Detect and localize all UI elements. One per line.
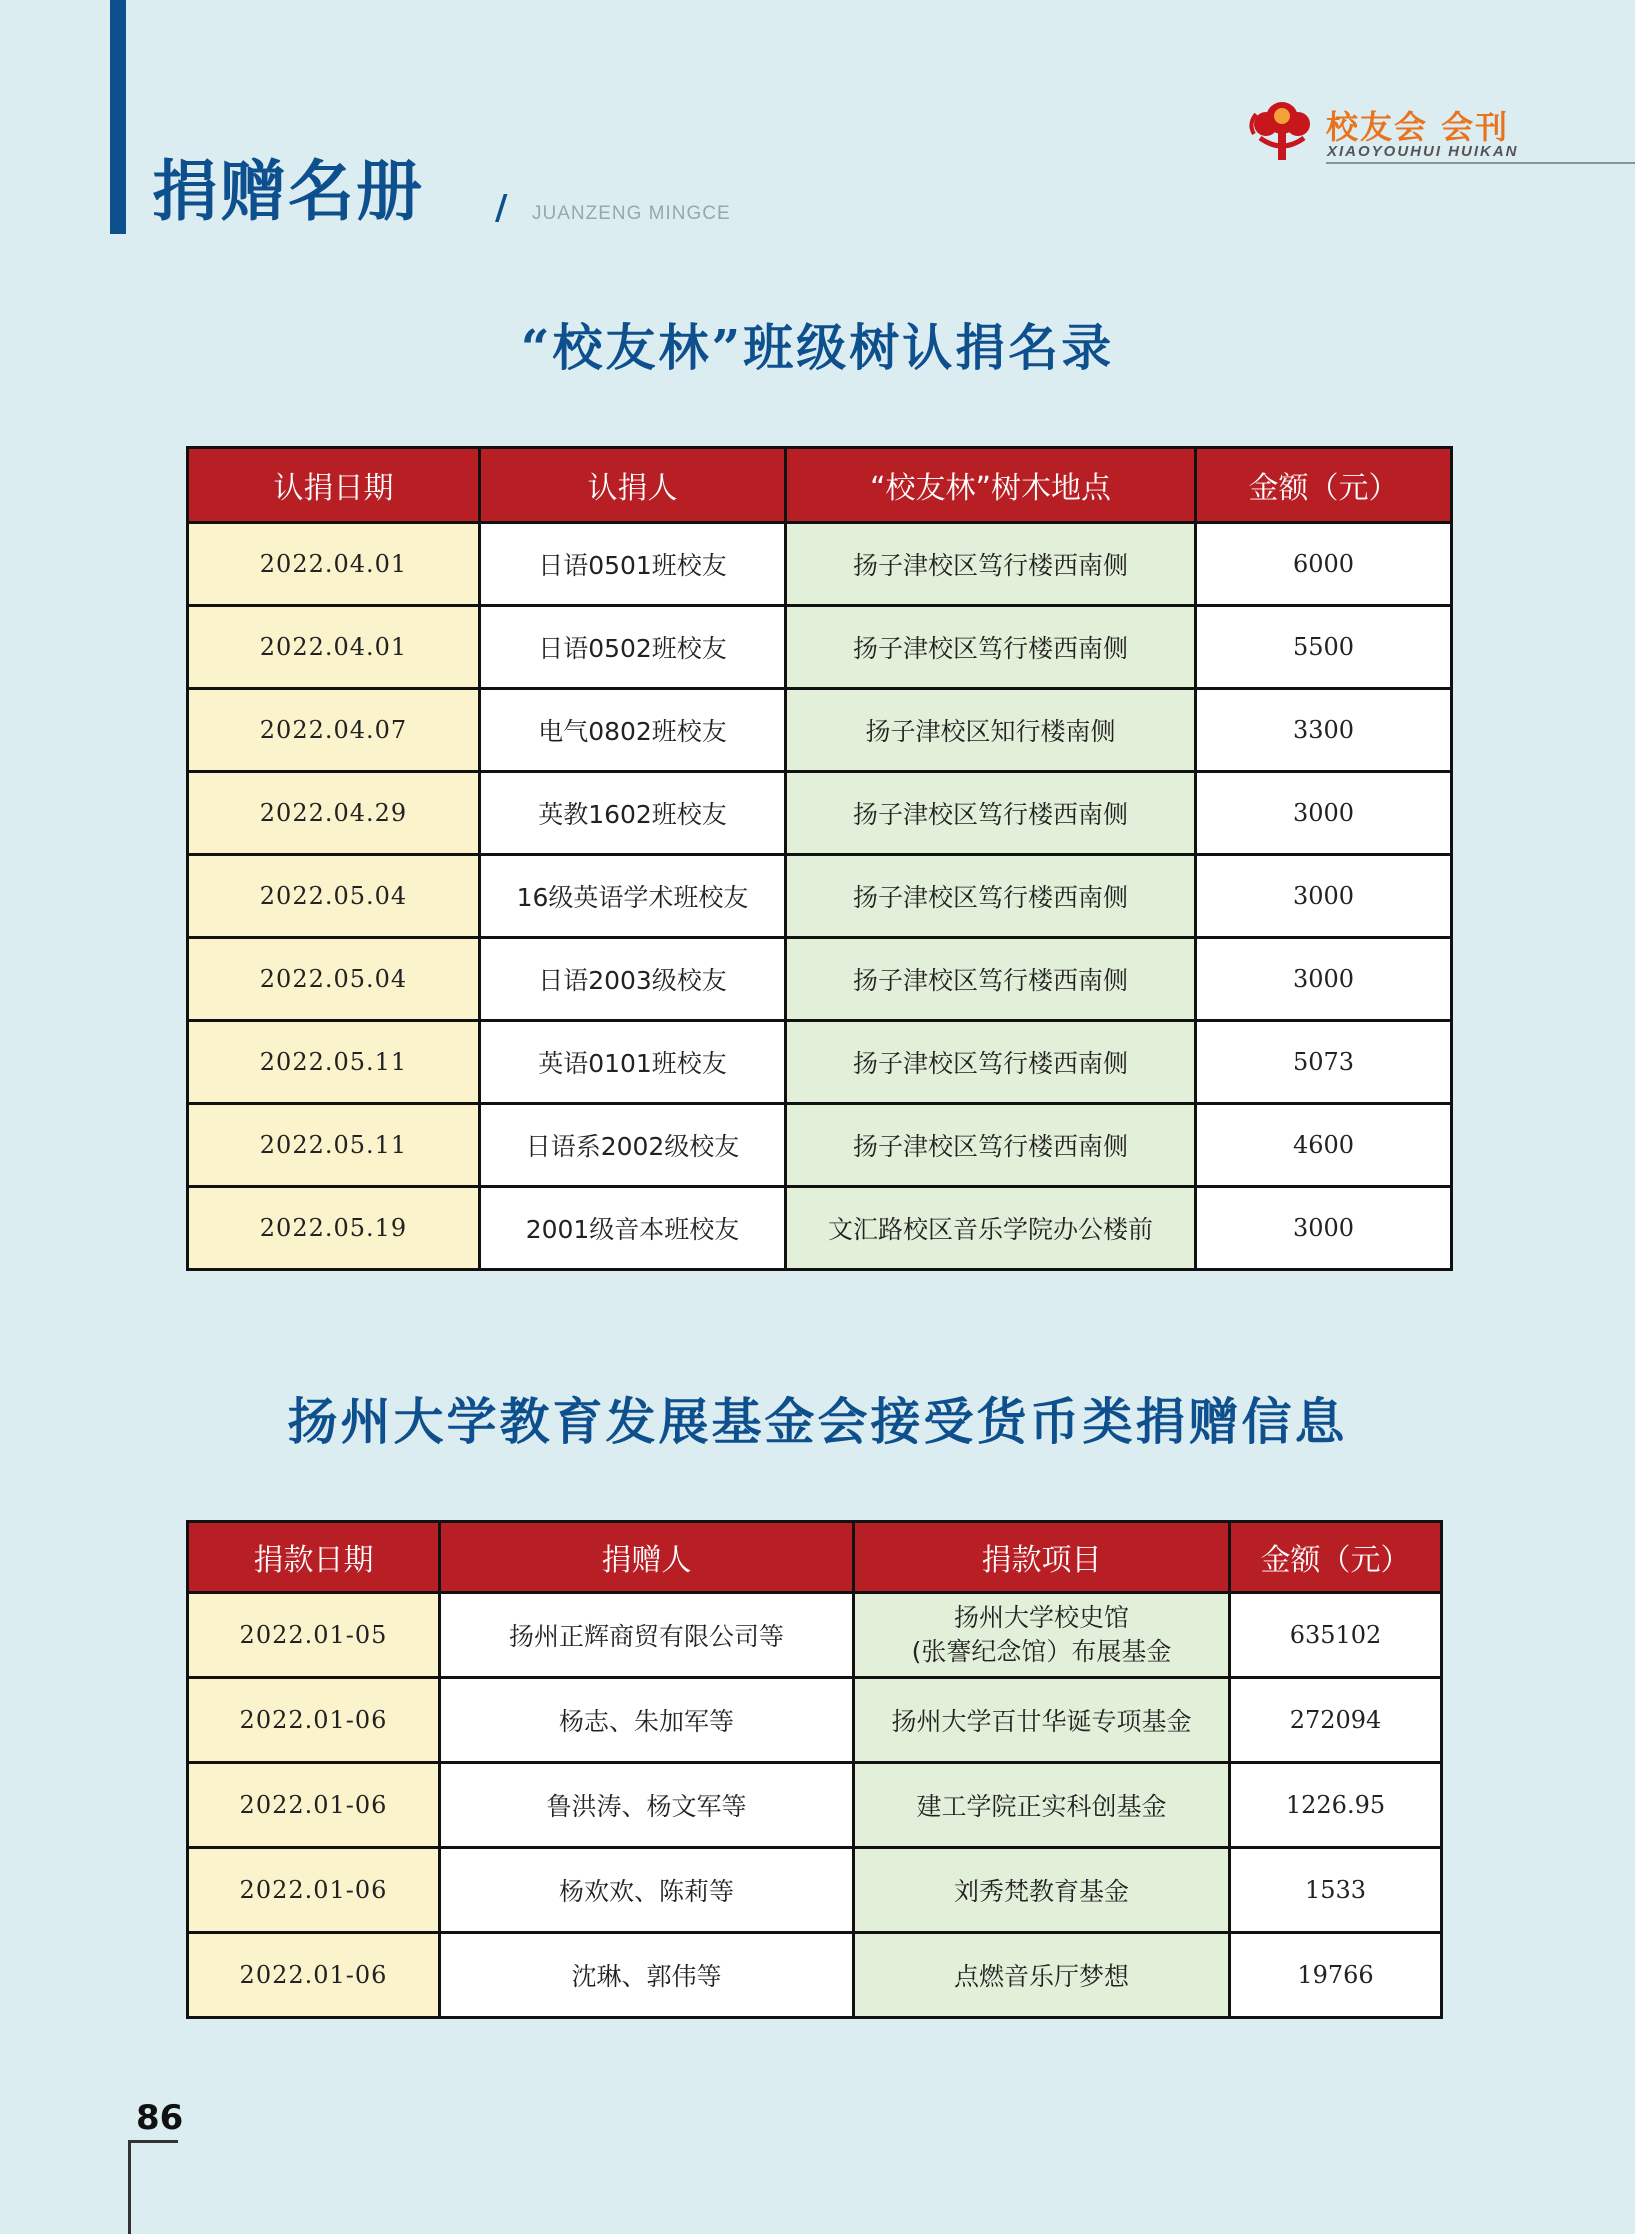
cell-donor: 扬州正辉商贸有限公司等 <box>440 1593 854 1678</box>
footer-corner-line <box>128 2140 131 2234</box>
cell-amount: 1533 <box>1230 1848 1442 1933</box>
project-line-2: (张謇纪念馆）布展基金 <box>911 1637 1172 1666</box>
cell-donor: 日语2003级校友 <box>480 938 786 1021</box>
cell-amount: 4600 <box>1196 1104 1452 1187</box>
table-row <box>188 1593 1442 1678</box>
cell-donor: 杨欢欢、陈莉等 <box>440 1848 854 1933</box>
table-row <box>188 855 1452 938</box>
table-row <box>188 606 1452 689</box>
cell-project <box>854 1593 1230 1678</box>
section-subtitle: JUANZENG MINGCE <box>532 203 731 224</box>
section-title: 捐赠名册 <box>152 153 424 230</box>
table-row <box>188 1187 1452 1270</box>
table1-title: “校友林”班级树认捐名录 <box>520 318 1115 377</box>
cell-amount: 272094 <box>1230 1678 1442 1763</box>
brand-name: 校友会 会刊 <box>1326 108 1510 146</box>
cell-date: 2022.05.04 <box>188 938 480 1021</box>
cell-amount: 6000 <box>1196 523 1452 606</box>
cell-date: 2022.01-06 <box>188 1933 440 2018</box>
cell-project: 刘秀梵教育基金 <box>854 1848 1230 1933</box>
cell-date: 2022.04.01 <box>188 606 480 689</box>
header-donor: 认捐人 <box>480 448 786 523</box>
cell-date: 2022.01-06 <box>188 1763 440 1848</box>
cell-place: 扬子津校区笃行楼西南侧 <box>786 938 1196 1021</box>
cell-amount: 1226.95 <box>1230 1763 1442 1848</box>
table-row <box>188 1848 1442 1933</box>
cell-place: 扬子津校区笃行楼西南侧 <box>786 1021 1196 1104</box>
header-date: 认捐日期 <box>188 448 480 523</box>
table-row <box>188 1104 1452 1187</box>
cell-amount: 3300 <box>1196 689 1452 772</box>
brand-underline <box>1326 162 1635 164</box>
cell-date: 2022.01-05 <box>188 1593 440 1678</box>
header-project: 捐款项目 <box>854 1522 1230 1593</box>
header-amount: 金额（元） <box>1196 448 1452 523</box>
table-row <box>188 1763 1442 1848</box>
cell-project: 点燃音乐厅梦想 <box>854 1933 1230 2018</box>
cell-place: 扬子津校区笃行楼西南侧 <box>786 1104 1196 1187</box>
cell-donor: 日语系2002级校友 <box>480 1104 786 1187</box>
cell-donor: 英语0101班校友 <box>480 1021 786 1104</box>
header-date: 捐款日期 <box>188 1522 440 1593</box>
table-header-row <box>188 1522 1442 1593</box>
cell-donor: 沈琳、郭伟等 <box>440 1933 854 2018</box>
cell-date: 2022.05.11 <box>188 1104 480 1187</box>
tree-donation-table <box>186 446 1453 1271</box>
cell-place: 扬子津校区笃行楼西南侧 <box>786 772 1196 855</box>
footer-corner-line <box>128 2140 178 2143</box>
title-slash: / <box>495 188 508 228</box>
brand-subtitle: XIAOYOUHUI HUIKAN <box>1327 143 1519 160</box>
cell-donor: 英教1602班校友 <box>480 772 786 855</box>
cell-donor: 杨志、朱加军等 <box>440 1678 854 1763</box>
cell-date: 2022.05.04 <box>188 855 480 938</box>
header-amount: 金额（元） <box>1230 1522 1442 1593</box>
page-number: 86 <box>136 2098 184 2138</box>
table-row <box>188 772 1452 855</box>
cell-amount: 5500 <box>1196 606 1452 689</box>
table-row <box>188 1933 1442 2018</box>
cell-place: 扬子津校区笃行楼西南侧 <box>786 523 1196 606</box>
table-header-row <box>188 448 1452 523</box>
cell-date: 2022.05.11 <box>188 1021 480 1104</box>
cell-place: 扬子津校区笃行楼西南侧 <box>786 606 1196 689</box>
header-donor: 捐赠人 <box>440 1522 854 1593</box>
cell-donor: 16级英语学术班校友 <box>480 855 786 938</box>
cell-amount: 5073 <box>1196 1021 1452 1104</box>
tree-emblem-icon <box>1244 94 1320 164</box>
cell-donor: 日语0502班校友 <box>480 606 786 689</box>
cell-donor: 日语0501班校友 <box>480 523 786 606</box>
cell-place: 文汇路校区音乐学院办公楼前 <box>786 1187 1196 1270</box>
cell-donor: 2001级音本班校友 <box>480 1187 786 1270</box>
cell-donor: 鲁洪涛、杨文军等 <box>440 1763 854 1848</box>
table2-title: 扬州大学教育发展基金会接受货币类捐赠信息 <box>287 1392 1348 1451</box>
cell-place: 扬子津校区笃行楼西南侧 <box>786 855 1196 938</box>
table-row <box>188 1021 1452 1104</box>
cell-date: 2022.01-06 <box>188 1848 440 1933</box>
cell-amount: 3000 <box>1196 1187 1452 1270</box>
cell-date: 2022.04.07 <box>188 689 480 772</box>
cell-date: 2022.01-06 <box>188 1678 440 1763</box>
cell-amount: 3000 <box>1196 772 1452 855</box>
cell-date: 2022.04.29 <box>188 772 480 855</box>
left-accent-bar <box>110 0 126 234</box>
table-row <box>188 523 1452 606</box>
cell-donor: 电气0802班校友 <box>480 689 786 772</box>
cell-amount: 3000 <box>1196 855 1452 938</box>
cell-amount: 635102 <box>1230 1593 1442 1678</box>
cell-date: 2022.04.01 <box>188 523 480 606</box>
table-row <box>188 938 1452 1021</box>
table-row <box>188 689 1452 772</box>
header-place: “校友林”树木地点 <box>786 448 1196 523</box>
foundation-donation-table <box>186 1520 1443 2019</box>
cell-project: 扬州大学百廿华诞专项基金 <box>854 1678 1230 1763</box>
table-row <box>188 1678 1442 1763</box>
project-line-1: 扬州大学校史馆 <box>953 1603 1129 1632</box>
cell-place: 扬子津校区知行楼南侧 <box>786 689 1196 772</box>
cell-amount: 3000 <box>1196 938 1452 1021</box>
cell-date: 2022.05.19 <box>188 1187 480 1270</box>
cell-project: 建工学院正实科创基金 <box>854 1763 1230 1848</box>
cell-amount: 19766 <box>1230 1933 1442 2018</box>
